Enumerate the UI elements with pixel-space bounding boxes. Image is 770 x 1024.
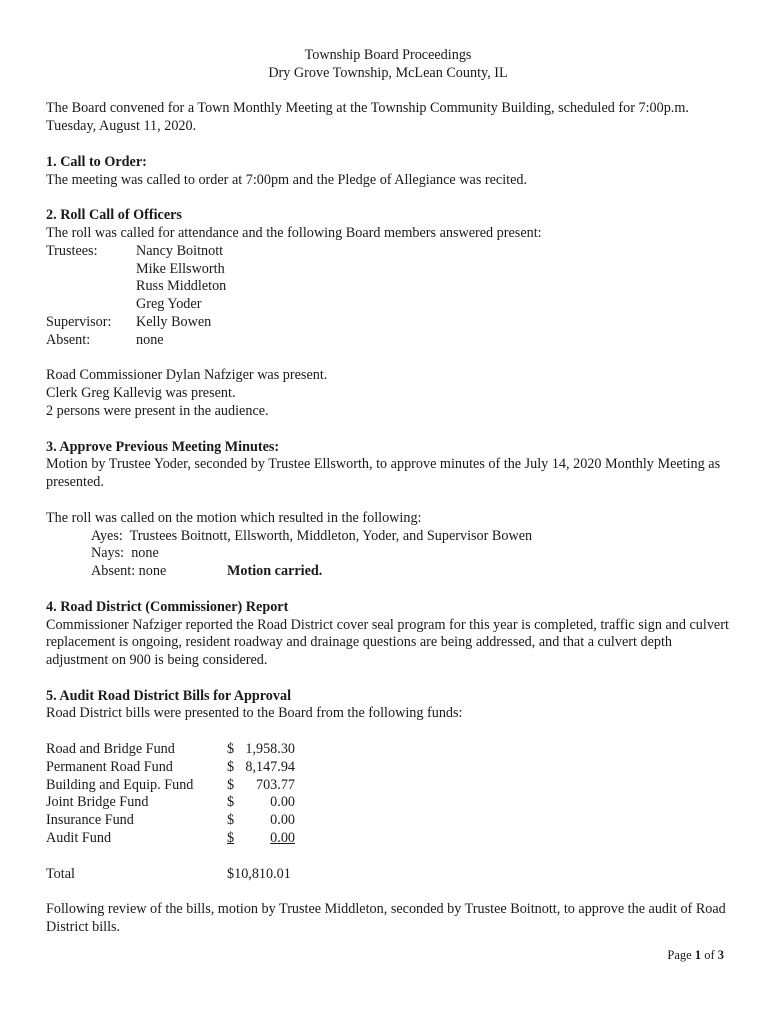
supervisor-name: Kelly Bowen: [136, 313, 212, 330]
fund-row: [46, 759, 730, 777]
fund-name: Joint Bridge Fund: [46, 794, 149, 811]
vote-ayes: Ayes: Trustees Boitnott, Ellsworth, Middleton, Yoder, and Supervisor Bowen: [91, 527, 533, 544]
trustee-row: [46, 278, 730, 296]
vote-absent: Absent: none: [91, 563, 167, 580]
fund-name: Insurance Fund: [46, 812, 134, 829]
absent-value: none: [136, 331, 164, 348]
section-3-heading: 3. Approve Previous Meeting Minutes:: [46, 438, 280, 455]
trustee-row: [46, 296, 730, 314]
section-5-closing: Following review of the bills, motion by Trustee Middleton, seconded by Trustee Boitnott, to approve the audit of Road District bills.: [46, 901, 726, 936]
fund-amount: 0.00: [270, 830, 295, 847]
fund-currency: $: [227, 812, 235, 829]
fund-name: Road and Bridge Fund: [46, 741, 175, 758]
absent-row: [46, 332, 730, 350]
total-pages: 3: [717, 948, 724, 962]
fund-name: Building and Equip. Fund: [46, 776, 194, 793]
trustee-name: Mike Ellsworth: [136, 260, 225, 277]
fund-row: [46, 794, 730, 812]
page-number: Page 1 of 3: [667, 948, 724, 962]
fund-name: Audit Fund: [46, 830, 112, 847]
trustee-row: [46, 261, 730, 279]
attendance-note: Road Commissioner Dylan Nafziger was present.: [46, 367, 328, 384]
header-subtitle: Dry Grove Township, McLean County, IL: [268, 64, 508, 81]
fund-amount: 703.77: [255, 776, 295, 793]
total-value: $10,810.01: [227, 865, 291, 882]
trustees-label: Trustees:: [46, 242, 98, 259]
vote-absent-row: [46, 563, 730, 581]
motion-result: Motion carried.: [227, 563, 323, 580]
fund-currency: $: [227, 741, 235, 758]
fund-currency: $: [227, 830, 235, 847]
fund-amount: 1,958.30: [245, 741, 295, 758]
fund-amount: 8,147.94: [245, 758, 295, 775]
roll-call-text: The roll was called on the motion which resulted in the following:: [46, 509, 422, 526]
section-1-text: The meeting was called to order at 7:00pm and the Pledge of Allegiance was recited.: [46, 171, 528, 188]
attendance-note: Clerk Greg Kallevig was present.: [46, 385, 236, 402]
fund-row: [46, 830, 730, 848]
trustee-name: Nancy Boitnott: [136, 242, 224, 259]
supervisor-row: [46, 314, 730, 332]
current-page: 1: [694, 948, 702, 962]
document-page: [46, 47, 730, 937]
section-2-heading: 2. Roll Call of Officers: [46, 207, 182, 224]
fund-row: [46, 812, 730, 830]
fund-currency: $: [227, 758, 235, 775]
intro-paragraph: The Board convened for a Town Monthly Meeting at the Township Community Building, scheduled for 7:00p.m. Tuesday, August 11, 2020.: [46, 100, 689, 135]
fund-amount: 0.00: [270, 812, 295, 829]
total-label: Total: [46, 865, 75, 882]
section-4-heading: 4. Road District (Commissioner) Report: [46, 598, 289, 615]
fund-amount: 0.00: [270, 794, 295, 811]
header-title: Township Board Proceedings: [304, 47, 472, 63]
section-3-text: Motion by Trustee Yoder, seconded by Trustee Ellsworth, to approve minutes of the July 14, 2020 Monthly Meeting as presented.: [46, 456, 721, 491]
fund-currency: $: [227, 794, 235, 811]
section-5-heading: 5. Audit Road District Bills for Approval: [46, 687, 292, 704]
vote-nays: Nays: none: [91, 545, 159, 562]
fund-name: Permanent Road Fund: [46, 758, 173, 775]
fund-row: [46, 741, 730, 759]
section-2-text: The roll was called for attendance and the following Board members answered present:: [46, 224, 542, 241]
fund-row: [46, 777, 730, 795]
section-4-text: Commissioner Nafziger reported the Road District cover seal program for this year is completed, traffic sign and culvert replacement is ongoing, resident roadway and drainage questions are being addressed, and that a culvert depth adjustment on 900 is being considered.: [46, 616, 729, 669]
trustee-row: [46, 243, 730, 261]
fund-currency: $: [227, 776, 235, 793]
section-1-heading: 1. Call to Order:: [46, 153, 147, 170]
supervisor-label: Supervisor:: [46, 313, 112, 330]
absent-label: Absent:: [46, 331, 91, 348]
total-row: [46, 866, 730, 884]
trustee-name: Russ Middleton: [136, 278, 227, 295]
attendance-note: 2 persons were present in the audience.: [46, 402, 269, 419]
section-5-text: Road District bills were presented to the Board from the following funds:: [46, 705, 463, 722]
trustee-name: Greg Yoder: [136, 296, 202, 313]
